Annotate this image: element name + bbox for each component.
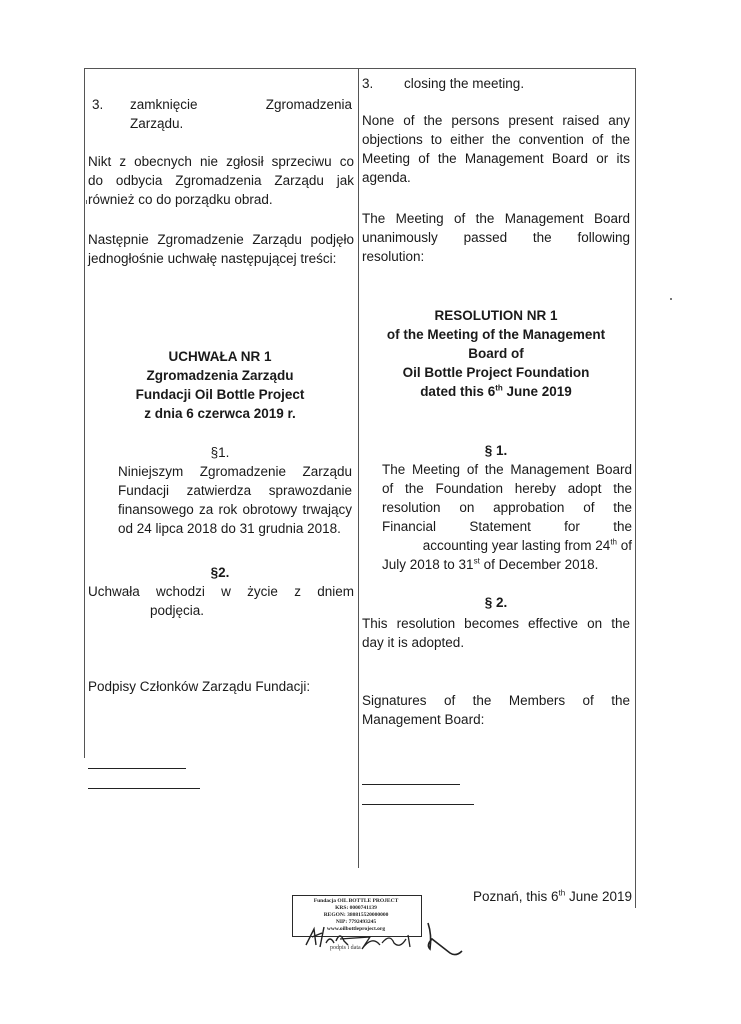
left-objections-line: do odbycia Zgromadzenia Zarządu jak	[88, 173, 354, 188]
stamp-line: REGON: 380815520000000	[323, 912, 389, 918]
table-top-border	[84, 68, 636, 69]
right-objections-line: agenda.	[362, 170, 411, 185]
right-passed-line: The Meeting of the Management Board	[362, 211, 630, 226]
right-para1-line6-post: of December 2018.	[479, 557, 599, 572]
left-signature-line	[88, 768, 186, 769]
scan-speck	[670, 298, 672, 300]
left-para2-line: Uchwała wchodzi w życie z dniem	[88, 584, 354, 599]
left-resolution-title-line: UCHWAŁA NR 1	[168, 349, 272, 364]
right-item3-number: 3.	[362, 76, 374, 91]
left-objections-line: Nikt z obecnych nie zgłosił sprzeciwu co	[88, 154, 354, 169]
right-objections-line: None of the persons present raised any	[362, 113, 630, 128]
right-para1-line: of the Foundation hereby adopt the	[382, 481, 632, 496]
right-para1-line: Financial Statement for the	[382, 519, 632, 534]
right-place-date-pre: Poznań, this 6	[472, 889, 559, 904]
handwritten-signature	[300, 915, 470, 960]
left-passed-line: Następnie Zgromadzenie Zarządu podjęło	[88, 232, 354, 247]
right-para1-line: resolution on approbation of the	[382, 500, 632, 515]
right-para1-line6-pre: July 2018 to 31	[382, 557, 474, 572]
right-para2-heading: § 2.	[484, 595, 508, 610]
right-para1-heading: § 1.	[484, 443, 508, 458]
right-para2-line: This resolution becomes effective on the	[362, 616, 630, 631]
right-para1-line5-pre: accounting year lasting from 24	[422, 538, 611, 553]
right-para1-line5-sup: th	[610, 537, 617, 547]
right-signatures-line: Management Board:	[362, 712, 485, 727]
right-place-date-sup: th	[558, 888, 566, 898]
column-divider	[358, 68, 359, 868]
left-para1-line: Fundacji zatwierdza sprawozdanie	[118, 483, 352, 498]
left-para2-heading: §2.	[210, 565, 230, 580]
left-para1-heading: §1.	[210, 445, 230, 460]
right-resolution-date-sup: th	[495, 383, 503, 393]
right-signature-line	[362, 804, 474, 805]
right-signature-line	[362, 784, 460, 785]
right-para1-line6	[382, 555, 598, 574]
left-resolution-title-line: Fundacji Oil Bottle Project	[135, 387, 305, 402]
right-resolution-date-pre: dated this 6	[420, 384, 496, 399]
right-resolution-date	[362, 382, 630, 401]
left-item3-number: 3.	[92, 97, 104, 112]
stamp-line: NIP: 7792493245	[335, 919, 377, 925]
left-objections-line: również co do porządku obrad.	[88, 192, 273, 207]
right-para1-line: The Meeting of the Management Board	[382, 462, 632, 477]
left-passed-line: jednogłośnie uchwałę następującej treści:	[88, 251, 337, 266]
right-resolution-title-line: RESOLUTION NR 1	[434, 308, 558, 323]
right-item3-text: closing the meeting.	[404, 76, 525, 91]
right-place-date	[440, 887, 632, 906]
stamp-line: KRS: 0000741139	[335, 905, 377, 911]
left-resolution-title-line: Zgromadzenia Zarządu	[146, 368, 294, 383]
left-item3-line1: zamknięcie Zgromadzenia	[130, 97, 352, 112]
stamp-caption: podpis i data	[330, 945, 361, 951]
right-resolution-title-line: Oil Bottle Project Foundation	[402, 365, 590, 380]
right-para1-line5	[382, 536, 632, 555]
right-para2-line: day it is adopted.	[362, 635, 465, 650]
table-right-border	[635, 68, 636, 908]
scan-speck	[86, 200, 87, 204]
left-para1-line: od 24 lipca 2018 do 31 grudnia 2018.	[118, 521, 341, 536]
right-para1-line6-sup: st	[473, 556, 480, 566]
stamp-line: Fundacja OIL BOTTLE PROJECT	[313, 898, 399, 904]
left-para1-line: finansowego za rok obrotowy trwający	[118, 502, 352, 517]
right-resolution-date-post: June 2019	[502, 384, 572, 399]
stamp-line: www.oilbottleproject.org	[326, 926, 386, 932]
left-item3-line2: Zarządu.	[130, 116, 184, 131]
left-resolution-title-line: z dnia 6 czerwca 2019 r.	[144, 406, 296, 421]
right-resolution-title-line: Board of	[468, 346, 524, 361]
right-resolution-title-line: of the Meeting of the Management	[386, 327, 606, 342]
right-place-date-post: June 2019	[565, 889, 632, 904]
right-objections-line: objections to either the convention of the	[362, 132, 630, 147]
left-para1-line: Niniejszym Zgromadzenie Zarządu	[118, 464, 352, 479]
left-signature-line	[88, 788, 200, 789]
right-objections-line: Meeting of the Management Board or its	[362, 151, 630, 166]
left-para2-line: podjęcia.	[150, 603, 205, 618]
left-signatures-label: Podpisy Członków Zarządu Fundacji:	[88, 679, 311, 694]
right-para1-line5-post: of	[616, 538, 632, 553]
right-passed-line: resolution:	[362, 249, 425, 264]
right-passed-line: unanimously passed the following	[362, 230, 630, 245]
right-signatures-line: Signatures of the Members of the	[362, 693, 630, 708]
table-left-border	[84, 68, 85, 758]
